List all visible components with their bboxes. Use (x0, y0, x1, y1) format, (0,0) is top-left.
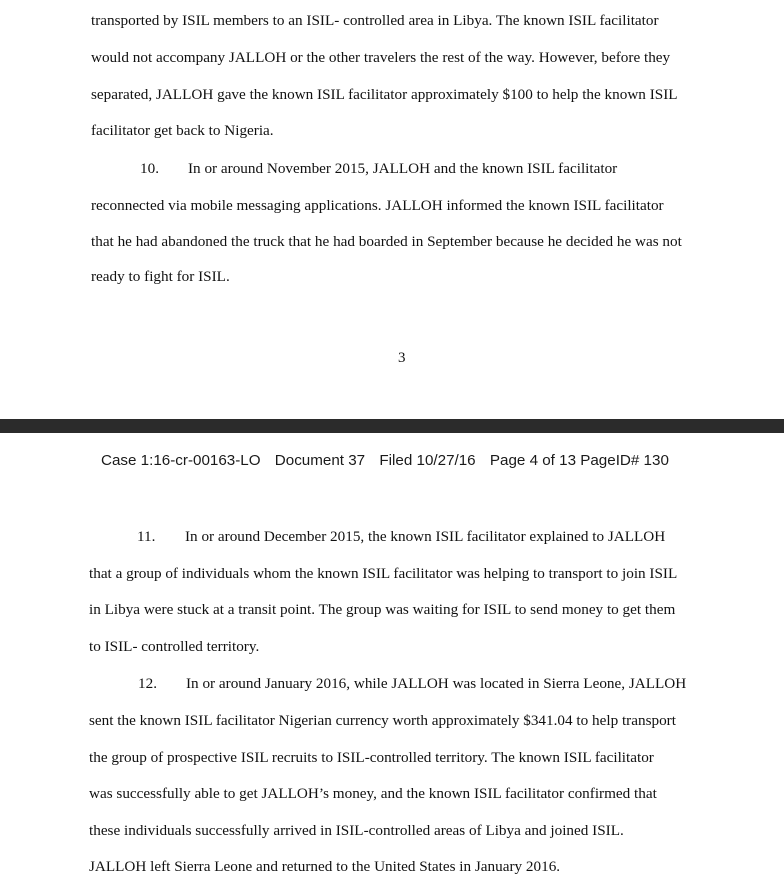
paragraph-11-first-line (137, 528, 665, 546)
text-line: ready to fight for ISIL. (91, 268, 230, 285)
document-page-4 (0, 433, 784, 894)
text-line: In or around November 2015, JALLOH and the known ISIL facilitator (188, 160, 618, 177)
text-line: In or around January 2016, while JALLOH was located in Sierra Leone, JALLOH (186, 675, 687, 692)
paragraph-number: 12. (138, 675, 157, 692)
text-line: was successfully able to get JALLOH’s money, and the known ISIL facilitator confirmed that (89, 785, 657, 802)
text-line: would not accompany JALLOH or the other travelers the rest of the way. However, before they (91, 49, 671, 66)
text-line: In or around December 2015, the known ISIL facilitator explained to JALLOH (185, 528, 666, 545)
text-line: the group of prospective ISIL recruits to ISIL-controlled territory. The known ISIL facilitator (89, 749, 654, 766)
page-number: 3 (398, 350, 406, 366)
text-line: in Libya were stuck at a transit point. The group was waiting for ISIL to send money to get them (89, 601, 676, 618)
text-line: reconnected via mobile messaging applications. JALLOH informed the known ISIL facilitator (91, 197, 664, 214)
document-page-3 (0, 0, 784, 419)
case-number: Case 1:16-cr-00163-LO (101, 452, 261, 469)
text-line: sent the known ISIL facilitator Nigerian currency worth approximately $341.04 to help transport (89, 712, 676, 729)
text-line: that a group of individuals whom the known ISIL facilitator was helping to transport to join ISIL (89, 565, 678, 582)
text-line: transported by ISIL members to an ISIL- controlled area in Libya. The known ISIL facilitator (91, 12, 659, 29)
paragraph-12-first-line (138, 675, 686, 693)
paragraph-10-first-line (140, 160, 617, 178)
paragraph-number: 11. (137, 528, 156, 545)
paragraph-number: 10. (140, 160, 159, 177)
text-line: that he had abandoned the truck that he had boarded in September because he decided he was not (91, 233, 682, 250)
case-header (101, 452, 669, 469)
text-line: facilitator get back to Nigeria. (91, 122, 274, 139)
text-line: to ISIL- controlled territory. (89, 638, 260, 655)
page-divider (0, 419, 784, 433)
page-info: Page 4 of 13 PageID# 130 (489, 452, 669, 469)
filed-date: Filed 10/27/16 (379, 452, 476, 469)
text-line: these individuals successfully arrived in ISIL-controlled areas of Libya and joined ISIL. (89, 822, 624, 839)
document-number: Document 37 (274, 452, 366, 469)
text-line: JALLOH left Sierra Leone and returned to the United States in January 2016. (89, 858, 561, 875)
text-line: separated, JALLOH gave the known ISIL facilitator approximately $100 to help the known ISIL (91, 86, 678, 103)
